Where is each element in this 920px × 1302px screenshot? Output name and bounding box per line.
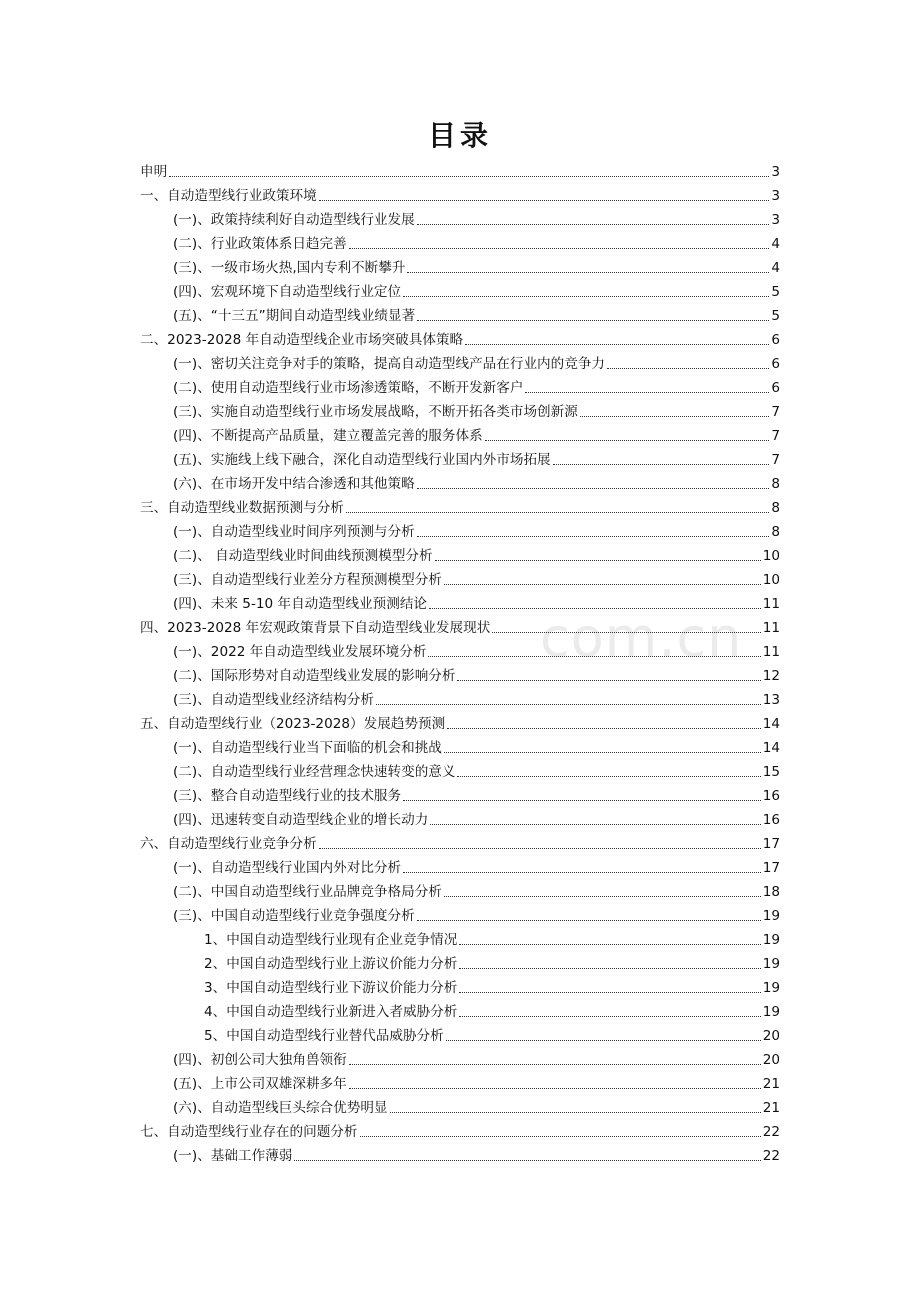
toc-entry-title: 2、中国自动造型线行业上游议价能力分析 [204, 956, 458, 972]
toc-page-number: 8 [771, 500, 780, 516]
dot-leader [390, 1112, 761, 1113]
toc-entry[interactable] [140, 445, 780, 469]
toc-entry[interactable] [140, 973, 780, 997]
toc-entry-title: (五)、实施线上线下融合，深化自动造型线行业国内外市场拓展 [173, 452, 551, 468]
toc-page-number: 4 [771, 260, 780, 276]
toc-entry-title: (二)、 自动造型线业时间曲线预测模型分析 [173, 548, 433, 564]
dot-leader [403, 872, 761, 873]
dot-leader [492, 632, 760, 633]
toc-entry-title: 二、2023-2028 年自动造型线企业市场突破具体策略 [140, 332, 464, 348]
dot-leader [349, 248, 770, 249]
dot-leader [459, 1016, 760, 1017]
dot-leader [444, 752, 761, 753]
dot-leader [457, 776, 760, 777]
toc-entry[interactable] [140, 1021, 780, 1045]
toc-entry[interactable] [140, 757, 780, 781]
dot-leader [407, 272, 769, 273]
dot-leader [319, 200, 770, 201]
toc-entry[interactable] [140, 829, 780, 853]
dot-leader [580, 416, 770, 417]
toc-page-number: 17 [762, 860, 780, 876]
toc-entry-title: 5、中国自动造型线行业替代品威胁分析 [204, 1028, 444, 1044]
dot-leader [346, 512, 769, 513]
dot-leader [446, 1040, 761, 1041]
page-title: 目录 [427, 119, 492, 152]
toc-entry[interactable] [140, 1093, 780, 1117]
dot-leader [485, 440, 770, 441]
toc-entry-title: 1、中国自动造型线行业现有企业竞争情况 [204, 932, 458, 948]
dot-leader [525, 392, 769, 393]
dot-leader [465, 344, 769, 345]
toc-page-number: 19 [762, 980, 780, 996]
dot-leader [447, 728, 760, 729]
dot-leader [403, 800, 761, 801]
dot-leader [319, 848, 761, 849]
toc-page-number: 13 [762, 692, 780, 708]
toc-entry[interactable] [140, 397, 780, 421]
dot-leader [444, 584, 761, 585]
dot-leader [435, 560, 761, 561]
toc-page-number: 15 [762, 764, 780, 780]
toc-entry-title: 3、中国自动造型线行业下游议价能力分析 [204, 980, 458, 996]
toc-entry[interactable] [140, 277, 780, 301]
toc-entry-title: (一)、自动造型线行业当下面临的机会和挑战 [173, 740, 442, 756]
toc-entry-title: (三)、整合自动造型线行业的技术服务 [173, 788, 402, 804]
toc-entry[interactable] [140, 469, 780, 493]
dot-leader [417, 536, 770, 537]
toc-entry[interactable] [140, 949, 780, 973]
toc-entry[interactable] [140, 613, 780, 637]
toc-page-number: 10 [762, 548, 780, 564]
toc-entry-title: (四)、未来 5-10 年自动造型线业预测结论 [173, 596, 428, 612]
toc-page-number: 14 [762, 740, 780, 756]
toc-entry-title: (三)、实施自动造型线行业市场发展战略，不断开拓各类市场创新源 [173, 404, 578, 420]
toc-page-number: 14 [762, 716, 780, 732]
toc-entry[interactable] [140, 997, 780, 1021]
toc-entry[interactable] [140, 517, 780, 541]
toc-entry[interactable] [140, 1141, 780, 1165]
dot-leader [457, 680, 760, 681]
toc-entry[interactable] [140, 853, 780, 877]
toc-page-number: 3 [771, 212, 780, 228]
toc-entry-title: 六、自动造型线行业竞争分析 [140, 836, 317, 852]
toc-entry[interactable] [140, 925, 780, 949]
toc-page-number: 11 [762, 644, 780, 660]
toc-entry[interactable] [140, 205, 780, 229]
toc-page-number: 22 [762, 1124, 780, 1140]
toc-page-number: 8 [771, 524, 780, 540]
toc-entry[interactable] [140, 253, 780, 277]
dot-leader [349, 1064, 761, 1065]
toc-page-number: 21 [762, 1100, 780, 1116]
toc-page-number: 3 [771, 188, 780, 204]
toc-page-number: 19 [762, 1004, 780, 1020]
toc-page-number: 7 [771, 404, 780, 420]
toc-entry-title: 申明 [140, 164, 168, 180]
toc-entry[interactable] [140, 781, 780, 805]
toc-entry-title: (二)、国际形势对自动造型线业发展的影响分析 [173, 668, 456, 684]
toc-entry-title: (一)、2022 年自动造型线业发展环境分析 [173, 644, 427, 660]
toc-page-number: 21 [762, 1076, 780, 1092]
toc-entry-title: (一)、密切关注竞争对手的策略，提高自动造型线产品在行业内的竞争力 [173, 356, 606, 372]
dot-leader [430, 824, 760, 825]
toc-page-number: 6 [771, 380, 780, 396]
dot-leader [403, 296, 769, 297]
toc-page-number: 18 [762, 884, 780, 900]
toc-page-number: 7 [771, 428, 780, 444]
toc-entry-title: (六)、在市场开发中结合渗透和其他策略 [173, 476, 415, 492]
toc-entry-title: (四)、初创公司大独角兽领衔 [173, 1052, 347, 1068]
toc-entry[interactable] [140, 229, 780, 253]
toc-page-number: 6 [771, 332, 780, 348]
toc-entry-title: 一、自动造型线行业政策环境 [140, 188, 317, 204]
toc-page-number: 16 [762, 812, 780, 828]
toc-page-number: 11 [762, 620, 780, 636]
toc-entry-title: (三)、中国自动造型线行业竞争强度分析 [173, 908, 415, 924]
toc-entry[interactable] [140, 349, 780, 373]
dot-leader [459, 992, 760, 993]
toc-entry[interactable] [140, 1045, 780, 1069]
toc-entry-title: 4、中国自动造型线行业新进入者威胁分析 [204, 1004, 458, 1020]
toc-entry-title: (一)、政策持续利好自动造型线行业发展 [173, 212, 415, 228]
toc-entry-title: (二)、行业政策体系日趋完善 [173, 236, 347, 252]
toc-page-number: 5 [771, 284, 780, 300]
toc-entry[interactable] [140, 301, 780, 325]
toc-entry[interactable] [140, 421, 780, 445]
toc-page-number: 19 [762, 908, 780, 924]
toc-page-number: 6 [771, 356, 780, 372]
toc-page-number: 17 [762, 836, 780, 852]
toc-page-number: 11 [762, 596, 780, 612]
toc-entry[interactable] [140, 325, 780, 349]
toc-entry[interactable] [140, 373, 780, 397]
dot-leader [417, 320, 769, 321]
dot-leader [607, 368, 769, 369]
toc-page-number: 19 [762, 956, 780, 972]
dot-leader [417, 920, 761, 921]
dot-leader [553, 464, 770, 465]
table-of-contents [140, 157, 780, 1165]
dot-leader [349, 1088, 761, 1089]
toc-page-number: 20 [762, 1028, 780, 1044]
toc-entry[interactable] [140, 877, 780, 901]
toc-entry-title: (二)、使用自动造型线行业市场渗透策略，不断开发新客户 [173, 380, 524, 396]
dot-leader [417, 488, 770, 489]
toc-page-number: 7 [771, 452, 780, 468]
toc-entry[interactable] [140, 589, 780, 613]
toc-entry[interactable] [140, 805, 780, 829]
toc-entry[interactable] [140, 565, 780, 589]
toc-page-number: 8 [771, 476, 780, 492]
toc-entry[interactable] [140, 1117, 780, 1141]
toc-page-number: 22 [762, 1148, 780, 1164]
toc-entry[interactable] [140, 709, 780, 733]
toc-entry[interactable] [140, 157, 780, 181]
toc-entry[interactable] [140, 541, 780, 565]
toc-page-number: 5 [771, 308, 780, 324]
toc-entry-title: 三、自动造型线业数据预测与分析 [140, 500, 344, 516]
toc-entry[interactable] [140, 493, 780, 517]
toc-entry-title: (二)、中国自动造型线行业品牌竞争格局分析 [173, 884, 442, 900]
toc-entry-title: 五、自动造型线行业（2023-2028）发展趋势预测 [140, 716, 446, 732]
dot-leader [169, 176, 769, 177]
toc-entry[interactable] [140, 1069, 780, 1093]
dot-leader [459, 968, 760, 969]
toc-entry[interactable] [140, 733, 780, 757]
watermark: com.cn [540, 606, 743, 669]
toc-page-number: 4 [771, 236, 780, 252]
toc-page-number: 16 [762, 788, 780, 804]
dot-leader [459, 944, 760, 945]
toc-entry[interactable] [140, 685, 780, 709]
toc-entry-title: 七、自动造型线行业存在的问题分析 [140, 1124, 358, 1140]
toc-entry-title: (三)、一级市场火热,国内专利不断攀升 [173, 260, 406, 276]
toc-entry-title: (一)、基础工作薄弱 [173, 1148, 293, 1164]
toc-page-number: 3 [771, 164, 780, 180]
toc-page-number: 19 [762, 932, 780, 948]
toc-entry[interactable] [140, 661, 780, 685]
toc-entry-title: (五)、“十三五”期间自动造型线业绩显著 [173, 308, 416, 324]
toc-entry-title: (三)、自动造型线行业差分方程预测模型分析 [173, 572, 442, 588]
toc-page-number: 20 [762, 1052, 780, 1068]
dot-leader [444, 896, 761, 897]
toc-page-number: 12 [762, 668, 780, 684]
dot-leader [376, 704, 761, 705]
toc-entry-title: (四)、迅速转变自动造型线企业的增长动力 [173, 812, 429, 828]
toc-entry[interactable] [140, 181, 780, 205]
toc-entry-title: (四)、不断提高产品质量，建立覆盖完善的服务体系 [173, 428, 483, 444]
toc-entry-title: (三)、自动造型线业经济结构分析 [173, 692, 374, 708]
toc-entry[interactable] [140, 637, 780, 661]
dot-leader [294, 1160, 760, 1161]
toc-page-number: 10 [762, 572, 780, 588]
dot-leader [360, 1136, 761, 1137]
toc-entry-title: 四、2023-2028 年宏观政策背景下自动造型线业发展现状 [140, 620, 491, 636]
dot-leader [417, 224, 770, 225]
toc-entry-title: (六)、自动造型线巨头综合优势明显 [173, 1100, 388, 1116]
toc-entry[interactable] [140, 901, 780, 925]
toc-entry-title: (四)、宏观环境下自动造型线行业定位 [173, 284, 402, 300]
toc-entry-title: (一)、自动造型线业时间序列预测与分析 [173, 524, 415, 540]
dot-leader [429, 608, 761, 609]
toc-entry-title: (五)、上市公司双雄深耕多年 [173, 1076, 347, 1092]
toc-entry-title: (二)、自动造型线行业经营理念快速转变的意义 [173, 764, 456, 780]
toc-entry-title: (一)、自动造型线行业国内外对比分析 [173, 860, 402, 876]
dot-leader [428, 656, 760, 657]
